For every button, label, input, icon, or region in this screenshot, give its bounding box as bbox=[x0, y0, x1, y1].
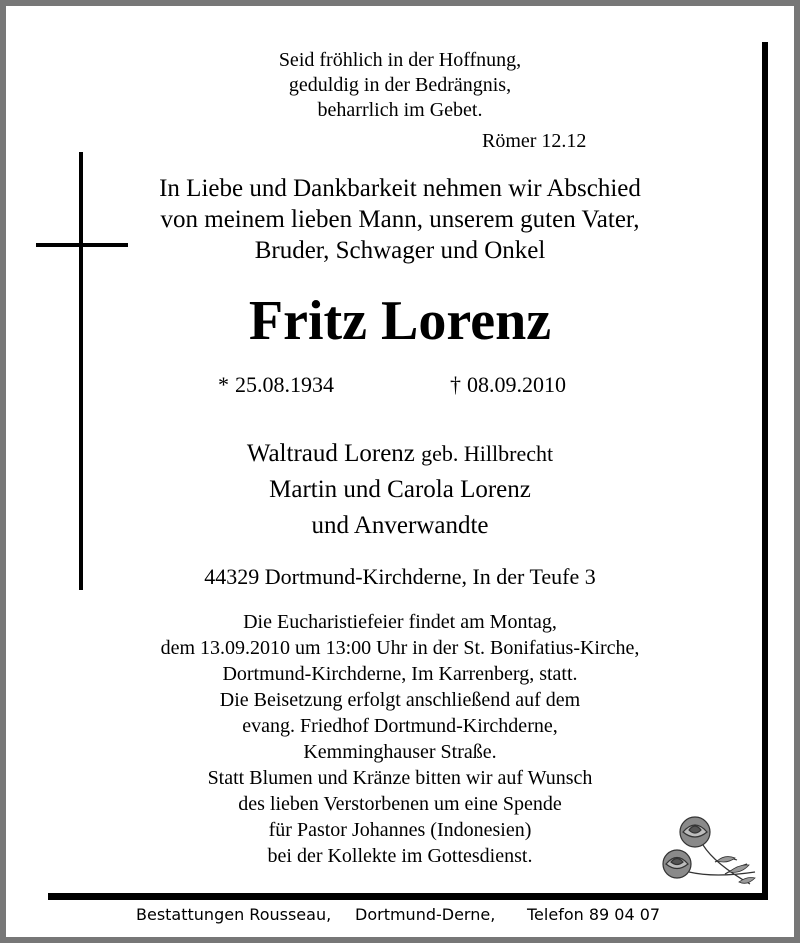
shadow-rule-bottom bbox=[48, 893, 768, 900]
intro-line: In Liebe und Dankbarkeit nehmen wir Abschied bbox=[159, 175, 641, 202]
intro-line: Bruder, Schwager und Onkel bbox=[254, 237, 546, 264]
frame-top-border bbox=[0, 0, 800, 6]
footer-undertaker: Bestattungen Rousseau, bbox=[136, 905, 332, 924]
birth-star-icon: * bbox=[218, 372, 229, 397]
cross-horizontal-bar bbox=[36, 243, 128, 247]
death-date bbox=[450, 370, 566, 400]
cross-vertical-bar bbox=[79, 152, 83, 590]
footer-location: Dortmund-Derne, bbox=[355, 905, 496, 924]
death-date-value: 08.09.2010 bbox=[467, 372, 566, 397]
mourner-maiden-name: geb. Hillbrecht bbox=[421, 441, 554, 466]
notice-line: dem 13.09.2010 um 13:00 Uhr in der St. Bonifatius-Kirche, bbox=[160, 637, 640, 659]
service-notice bbox=[100, 609, 700, 869]
death-cross-icon: † bbox=[450, 372, 461, 397]
notice-line: Die Beisetzung erfolgt anschließend auf dem bbox=[219, 689, 581, 711]
intro-line: von meinem lieben Mann, unserem guten Vater, bbox=[160, 206, 640, 233]
mourner-line: und Anverwandte bbox=[311, 512, 489, 539]
notice-line: Dortmund-Kirchderne, Im Karrenberg, statt. bbox=[222, 663, 578, 685]
mourner-line: Martin und Carola Lorenz bbox=[269, 476, 531, 503]
footer-phone: Telefon 89 04 07 bbox=[527, 905, 661, 924]
bible-verse bbox=[200, 48, 600, 123]
mourner-name: Waltraud Lorenz bbox=[246, 440, 415, 467]
notice-line: Kemminghauser Straße. bbox=[303, 741, 497, 763]
birth-date-value: 25.08.1934 bbox=[235, 372, 334, 397]
notice-line: bei der Kollekte im Gottesdienst. bbox=[267, 845, 533, 867]
shadow-rule-right bbox=[762, 42, 768, 900]
notice-line: für Pastor Johannes (Indonesien) bbox=[268, 819, 532, 841]
verse-line: geduldig in der Bedrängnis, bbox=[288, 74, 512, 96]
notice-line: Die Eucharistiefeier findet am Montag, bbox=[243, 611, 557, 633]
notice-line: Statt Blumen und Kränze bitten wir auf Wunsch bbox=[207, 767, 593, 789]
roses-icon bbox=[655, 812, 760, 892]
birth-date bbox=[218, 370, 334, 400]
verse-reference: Römer 12.12 bbox=[482, 130, 587, 152]
frame-left-border bbox=[0, 0, 6, 943]
frame-bottom-border bbox=[0, 937, 800, 943]
notice-line: evang. Friedhof Dortmund-Kirchderne, bbox=[242, 715, 558, 737]
mourners bbox=[120, 436, 680, 544]
farewell-intro bbox=[120, 173, 680, 266]
verse-line: beharrlich im Gebet. bbox=[317, 99, 483, 121]
mourner-line bbox=[120, 436, 680, 472]
deceased-name: Fritz Lorenz bbox=[248, 290, 552, 352]
family-address: 44329 Dortmund-Kirchderne, In der Teufe 3 bbox=[204, 564, 596, 589]
frame-right-border bbox=[794, 0, 800, 943]
verse-line: Seid fröhlich in der Hoffnung, bbox=[278, 49, 522, 71]
notice-line: des lieben Verstorbenen um eine Spende bbox=[238, 793, 562, 815]
